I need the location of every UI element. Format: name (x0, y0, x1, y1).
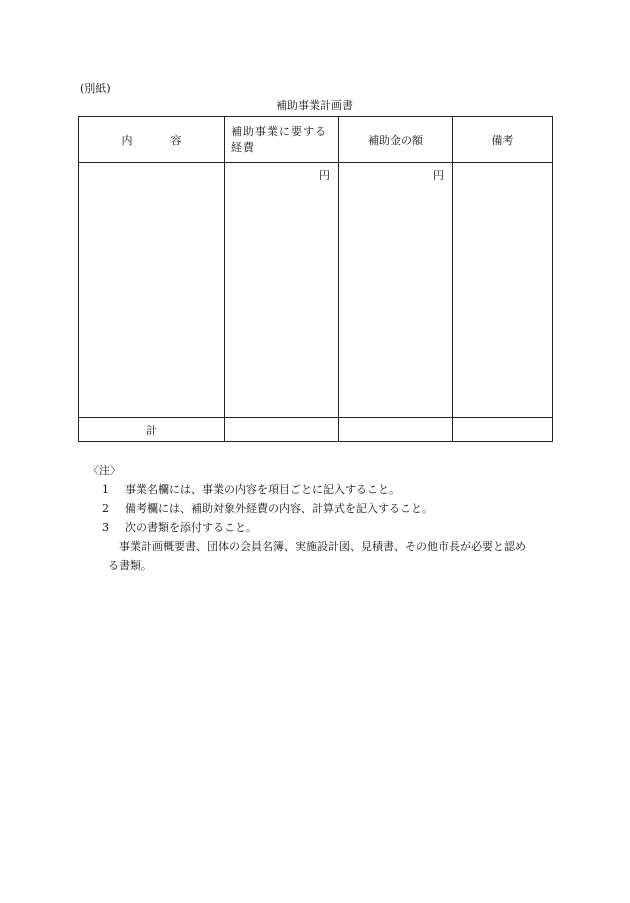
note-text: 事業名欄には、事業の内容を項目ごとに記入すること。 (125, 483, 400, 496)
subsidy-yen-unit: 円 (433, 169, 444, 182)
total-label: 計 (79, 418, 225, 442)
cost-yen-unit: 円 (319, 169, 330, 182)
attachment-label: (別紙) (80, 82, 111, 95)
total-cost-cell[interactable] (225, 418, 339, 442)
note-number: 1 (102, 483, 109, 496)
notes-heading: 〈注〉 (88, 464, 121, 477)
remarks-cell[interactable] (453, 163, 553, 418)
note-item (96, 499, 556, 518)
document-title: 補助事業計画書 (276, 99, 353, 112)
table-total-row (79, 418, 553, 442)
header-project-cost (225, 117, 339, 163)
table-body-row (79, 163, 553, 418)
note-continuation-line2: る書類。 (108, 559, 152, 572)
note-continuation-line1: 事業計画概要書、団体の会員名簿、実施設計図、見積書、その他市長が必要と認め (119, 540, 526, 553)
notes-section (88, 461, 556, 575)
total-remarks-cell[interactable] (453, 418, 553, 442)
note-number: 3 (102, 521, 109, 534)
note-number: 2 (102, 502, 109, 515)
content-cell[interactable] (79, 163, 225, 418)
plan-table (78, 116, 553, 442)
table-header-row (79, 117, 553, 163)
header-cost-line2: 経費 (231, 140, 255, 154)
cost-cell[interactable] (225, 163, 339, 418)
total-subsidy-cell[interactable] (339, 418, 453, 442)
note-text: 備考欄には、補助対象外経費の内容、計算式を記入すること。 (125, 502, 433, 515)
subsidy-cell[interactable] (339, 163, 453, 418)
header-content-char2: 容 (170, 133, 182, 147)
header-subsidy-amount: 補助金の額 (339, 117, 453, 163)
header-remarks: 備考 (453, 117, 553, 163)
header-cost-line1: 補助事業に要する (231, 124, 327, 138)
note-item (96, 480, 556, 499)
note-item (96, 518, 556, 537)
note-text: 次の書類を添付すること。 (125, 521, 257, 534)
header-content (79, 117, 225, 163)
header-content-char1: 内 (121, 133, 133, 147)
